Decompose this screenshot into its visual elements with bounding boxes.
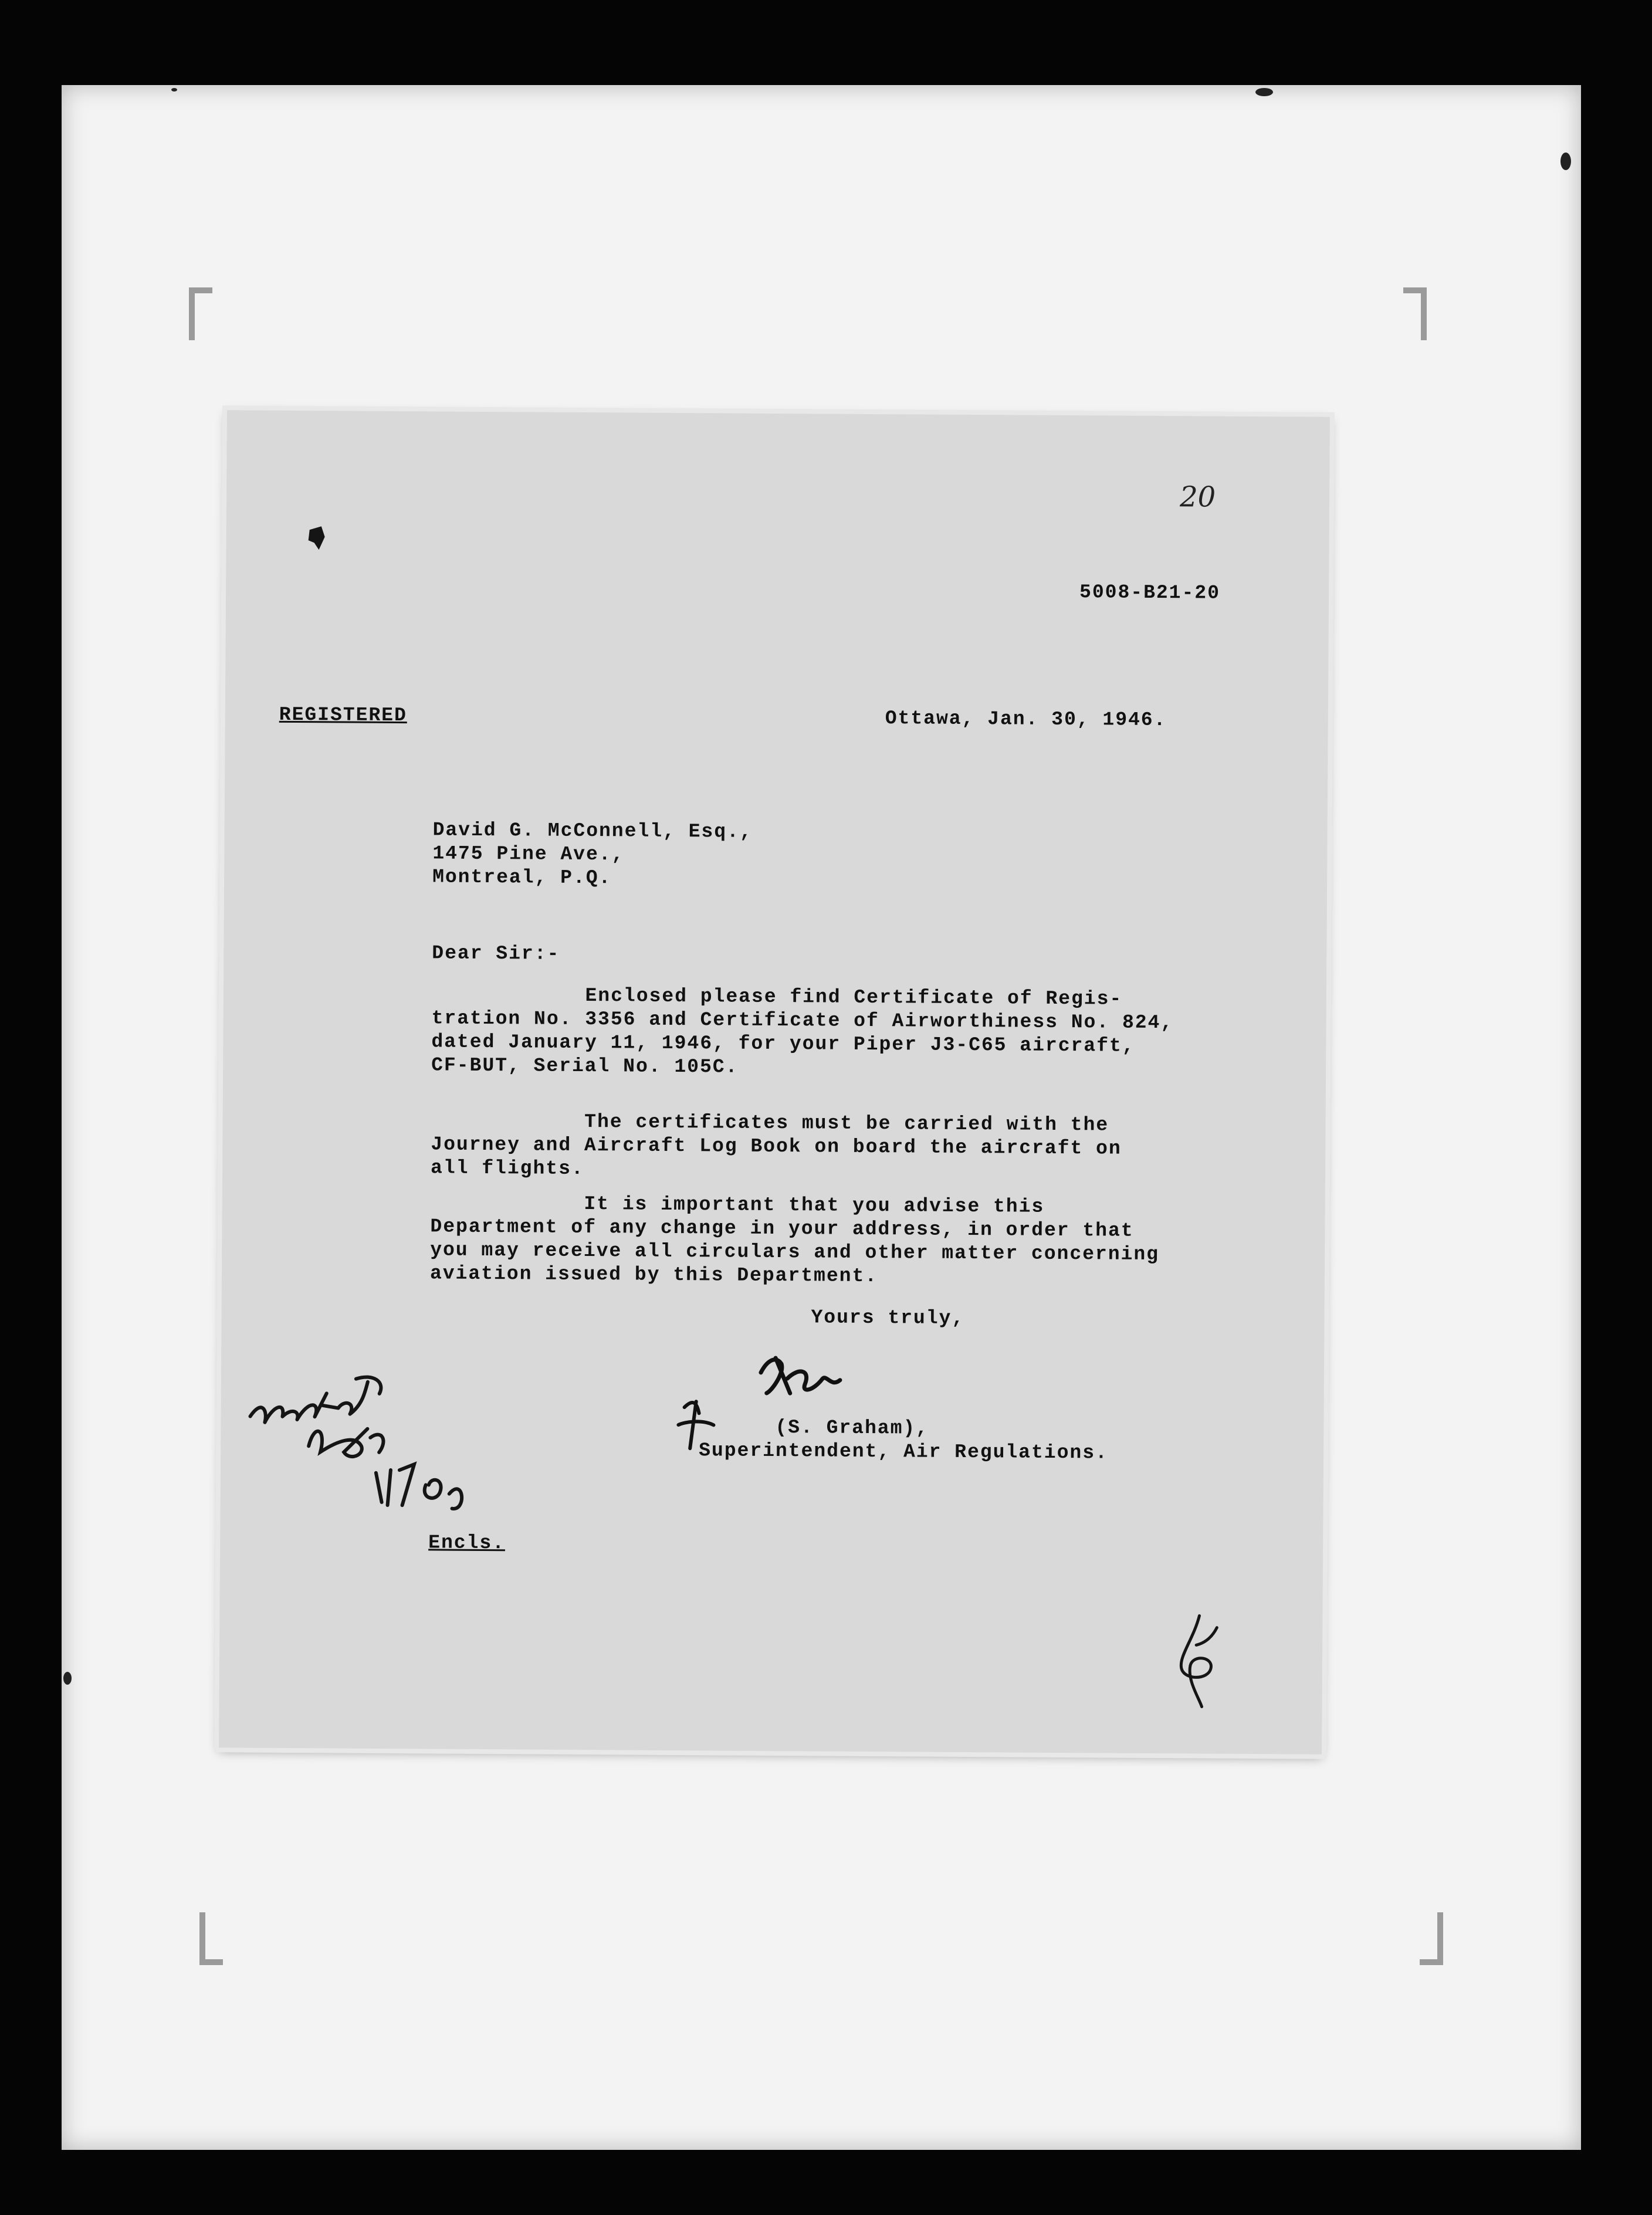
film-speck [1560, 153, 1571, 170]
paragraph-line: Department of any change in your address, in order that [430, 1215, 1134, 1242]
file-reference: 5008-B21-20 [1079, 581, 1221, 604]
paragraph-line: CF-BUT, Serial No. 105C. [431, 1054, 739, 1078]
paragraph-line: you may receive all circulars and other matter concerning [430, 1239, 1160, 1266]
crop-mark-bottom-left [199, 1912, 223, 1965]
film-speck [63, 1672, 72, 1685]
handwritten-check-mark [1166, 1610, 1231, 1710]
punch-hole-mark [307, 525, 327, 551]
film-speck [1255, 88, 1273, 96]
enclosures-label: Encls. [428, 1532, 506, 1554]
salutation: Dear Sir:- [432, 942, 560, 965]
paragraph-line: The certificates must be carried with the [431, 1110, 1109, 1136]
signer-title: Superintendent, Air Regulations. [699, 1440, 1108, 1464]
paragraph-line: all flights. [430, 1157, 584, 1180]
crop-mark-top-left [189, 287, 212, 340]
film-speck [171, 88, 177, 92]
handwritten-page-number: 20 [1179, 480, 1216, 514]
paragraph-enclosed-certificates [431, 983, 1174, 1082]
registered-label: REGISTERED [279, 703, 407, 727]
letter-sheet [219, 410, 1330, 1754]
addressee-city: Montreal, P.Q. [432, 866, 612, 889]
paragraph-line: aviation issued by this Department. [429, 1262, 878, 1288]
paragraph-line: dated January 11, 1946, for your Piper J3-C65 aircraft, [431, 1031, 1135, 1057]
crop-mark-top-right [1403, 287, 1427, 340]
date-line: Ottawa, Jan. 30, 1946. [885, 707, 1167, 731]
paragraph-line: tration No. 3356 and Certificate of Airworthiness No. 824, [431, 1007, 1174, 1034]
letter-body [219, 410, 1330, 1754]
signer-name: (S. Graham), [775, 1417, 929, 1440]
handwritten-noted-annotation [238, 1357, 485, 1535]
paragraph-carry-certificates [431, 1109, 1122, 1184]
paragraph-line: Journey and Aircraft Log Book on board the aircraft on [431, 1133, 1122, 1160]
crop-mark-bottom-right [1420, 1912, 1443, 1965]
paragraph-line: It is important that you advise this [430, 1192, 1045, 1218]
closing: Yours truly, [811, 1306, 965, 1329]
addressee-street: 1475 Pine Ave., [432, 842, 625, 866]
paragraph-address-change [430, 1191, 1160, 1290]
paragraph-line: Enclosed please find Certificate of Regis- [431, 984, 1123, 1010]
addressee-name: David G. McConnell, Esq., [432, 819, 753, 843]
